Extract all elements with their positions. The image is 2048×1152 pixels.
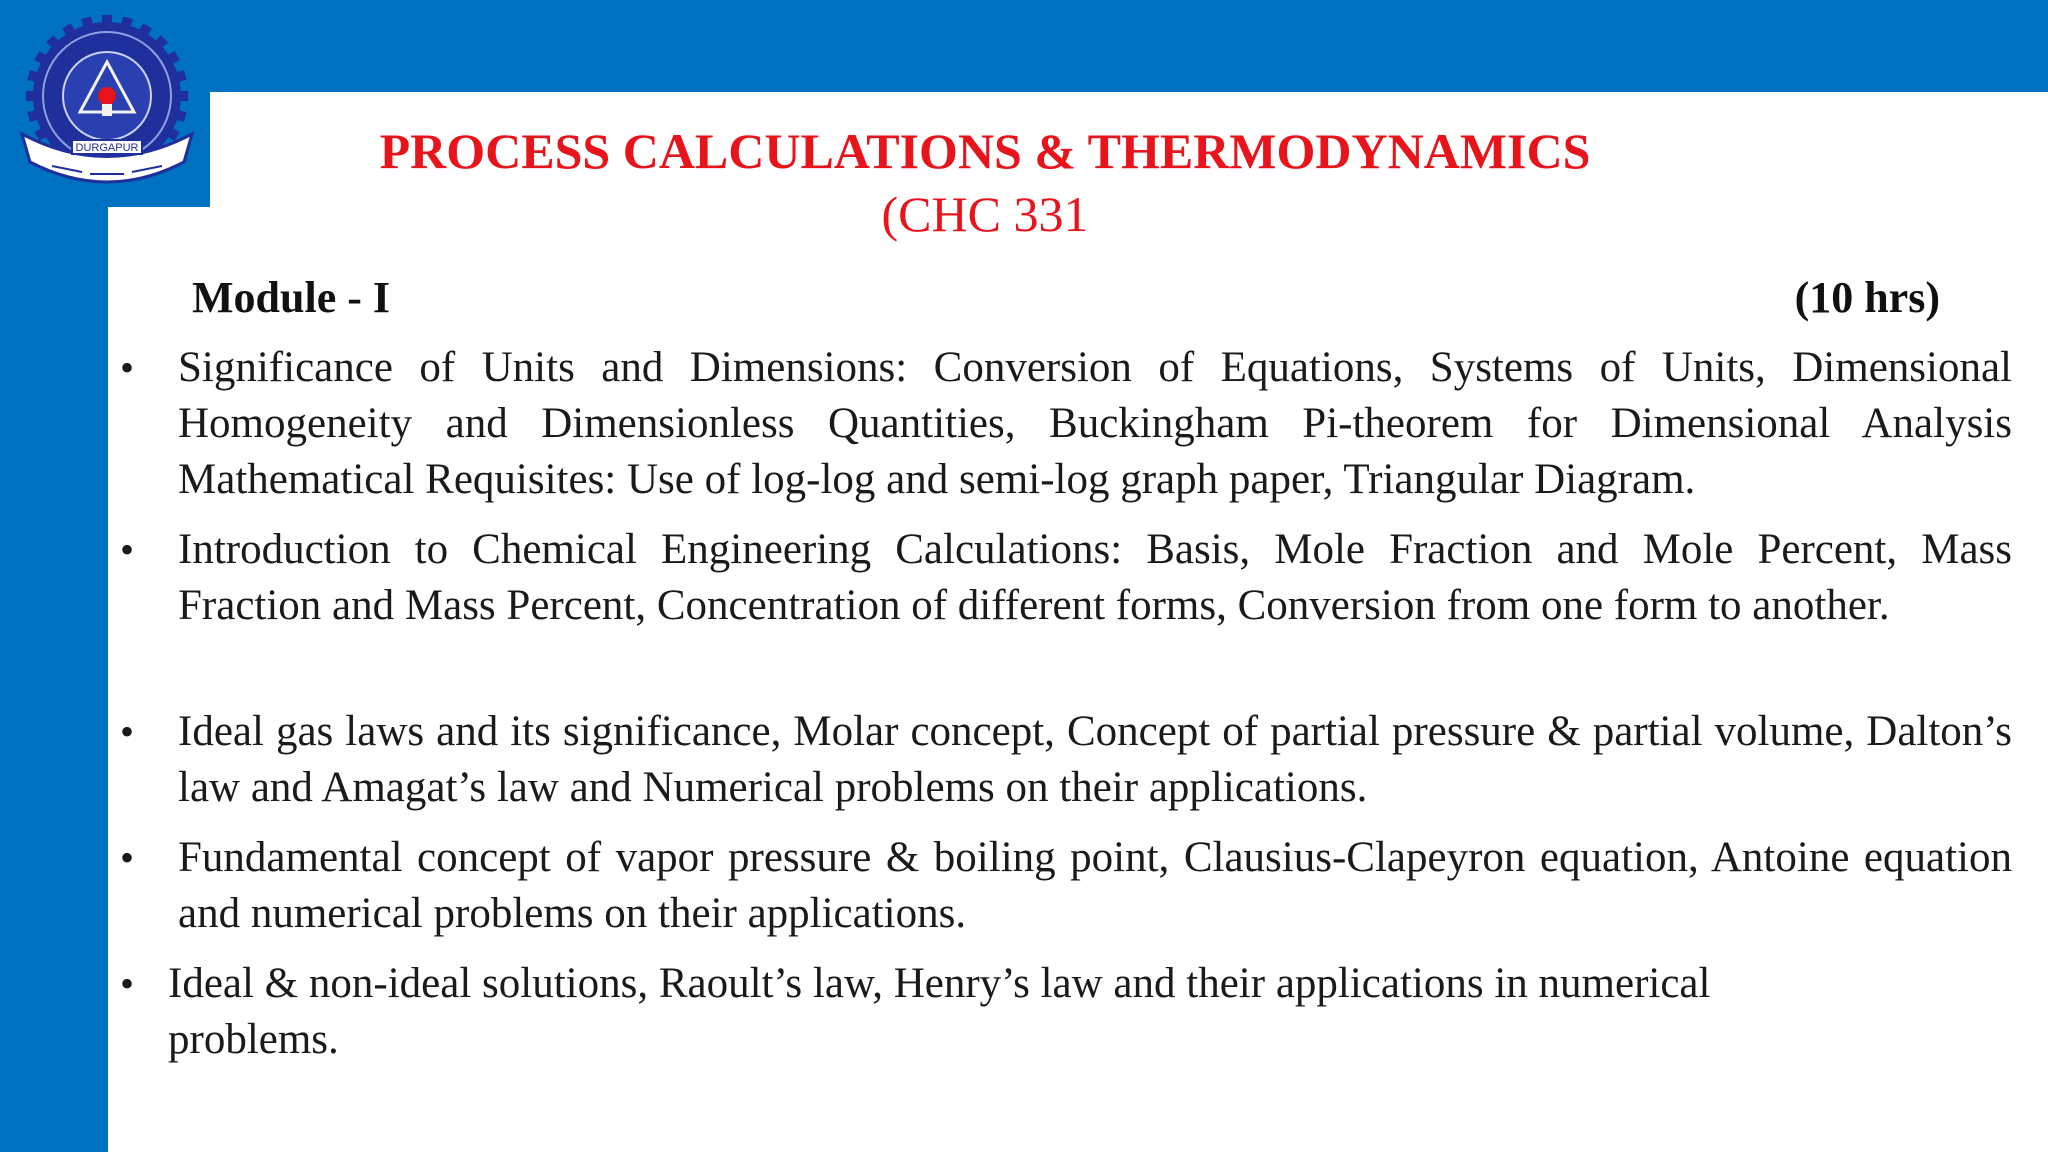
module-hours: (10 hrs): [1794, 273, 1940, 322]
slide-title: PROCESS CALCULATIONS & THERMODYNAMICS: [379, 123, 1591, 179]
logo-caption: DURGAPUR: [75, 142, 139, 154]
topic-text: Introduction to Chemical Engineering Calculations: Basis, Mole Fraction and Mole Percent, Mass Fraction and Mass Percent, Concentration of different forms, Conversion from one form to another.: [178, 526, 2012, 629]
topic-item: [120, 956, 1868, 1068]
topic-text: Ideal & non-ideal solutions, Raoult’s law, Henry’s law and their applications in numerical problems.: [168, 960, 1711, 1063]
topic-item: [120, 340, 2012, 508]
bullet-icon: •: [120, 709, 135, 754]
topic-text: Ideal gas laws and its significance, Molar concept, Concept of partial pressure & partial volume, Dalton’s law and Amagat’s law and Numerical problems on their applications.: [178, 708, 2012, 811]
topic-item: [120, 704, 2012, 816]
topic-text: Fundamental concept of vapor pressure & boiling point, Clausius-Clapeyron equation, Antoine equation and numerical problems on their applications.: [178, 834, 2012, 937]
topic-item: [120, 522, 2012, 634]
topic-item: [120, 830, 2012, 942]
course-code: (CHC 331: [881, 186, 1089, 242]
bullet-icon: •: [120, 345, 135, 390]
bullet-icon: •: [120, 527, 135, 572]
topic-text: Significance of Units and Dimensions: Conversion of Equations, Systems of Units, Dimensional Homogeneity and Dimensionless Quantities, Buckingham Pi-theorem for Dimensional Analysis Mathematical Requisites: Use of log-log and semi-log graph paper, Triangular Diagram.: [178, 344, 2012, 503]
bullet-icon: •: [120, 961, 135, 1006]
bullet-icon: •: [120, 835, 135, 880]
module-label: Module - I: [192, 273, 390, 322]
